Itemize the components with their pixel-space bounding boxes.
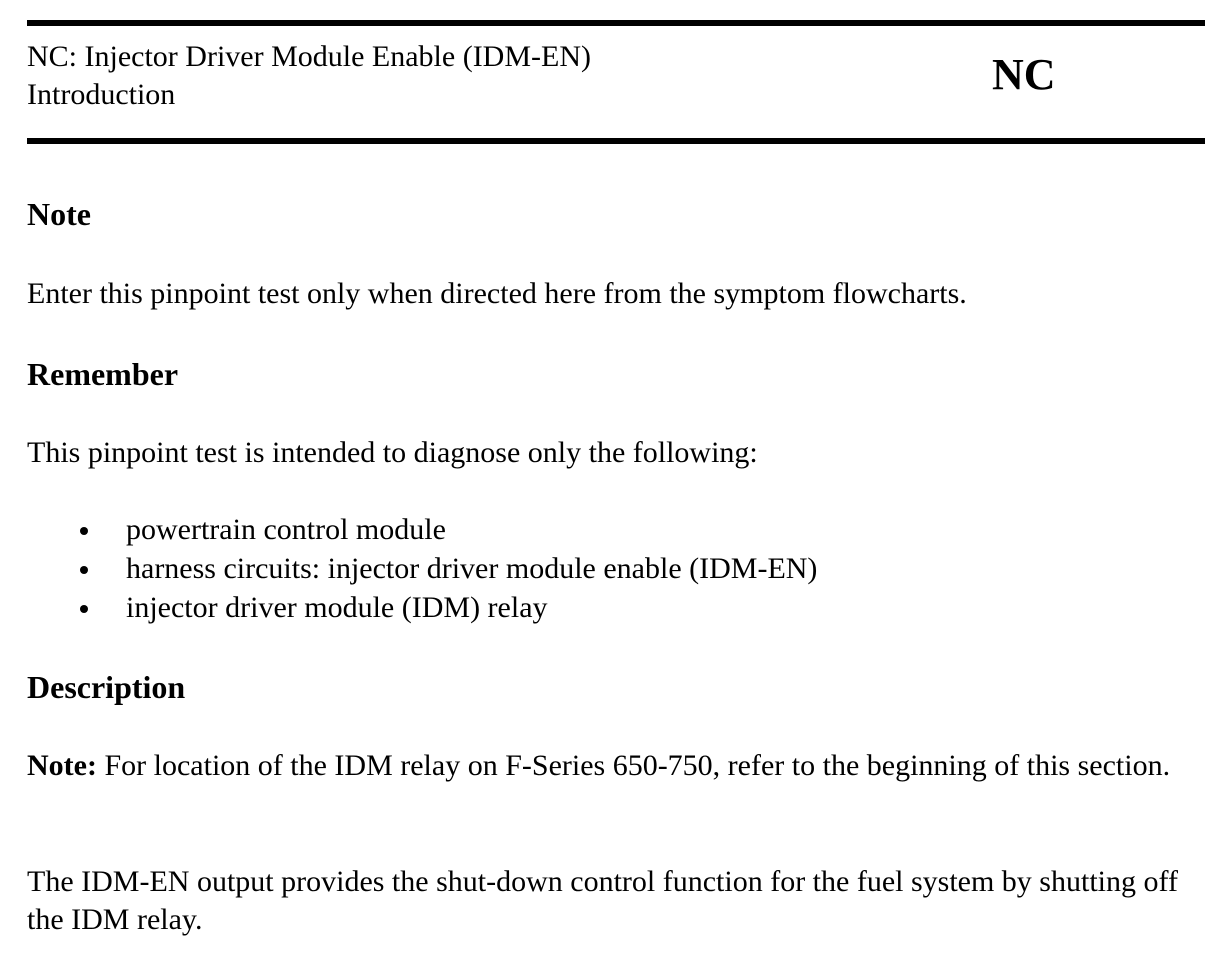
page-subtitle: Introduction bbox=[27, 78, 176, 111]
description-note-text: For location of the IDM relay on F-Series 650-750, refer to the beginning of this section. bbox=[96, 749, 1171, 782]
list-item-text: powertrain control module bbox=[126, 513, 446, 546]
list-item bbox=[72, 588, 817, 627]
header-top-rule bbox=[27, 20, 1205, 26]
description-note-label: Note: bbox=[27, 749, 97, 782]
page-title: NC: Injector Driver Module Enable (IDM-EN) bbox=[27, 40, 591, 73]
page-header bbox=[27, 38, 591, 114]
note-heading: Note bbox=[27, 196, 91, 232]
section-code: NC bbox=[992, 50, 1056, 99]
remember-intro: This pinpoint test is intended to diagnose only the following: bbox=[27, 436, 758, 469]
diagnose-list bbox=[72, 510, 817, 627]
description-note bbox=[27, 747, 1197, 785]
list-item-text: harness circuits: injector driver module enable (IDM-EN) bbox=[126, 552, 818, 585]
header-bottom-rule bbox=[27, 138, 1205, 144]
bullet-icon bbox=[80, 605, 88, 613]
bullet-icon bbox=[80, 566, 88, 574]
list-item-text: injector driver module (IDM) relay bbox=[126, 591, 548, 624]
description-text: The IDM-EN output provides the shut-down control function for the fuel system by shutting off the IDM relay. bbox=[27, 865, 1178, 936]
remember-heading: Remember bbox=[27, 356, 179, 392]
bullet-icon bbox=[80, 527, 88, 535]
list-item bbox=[72, 510, 817, 549]
description-heading: Description bbox=[27, 669, 186, 705]
note-text: Enter this pinpoint test only when directed here from the symptom flowcharts. bbox=[27, 277, 967, 310]
list-item bbox=[72, 549, 817, 588]
